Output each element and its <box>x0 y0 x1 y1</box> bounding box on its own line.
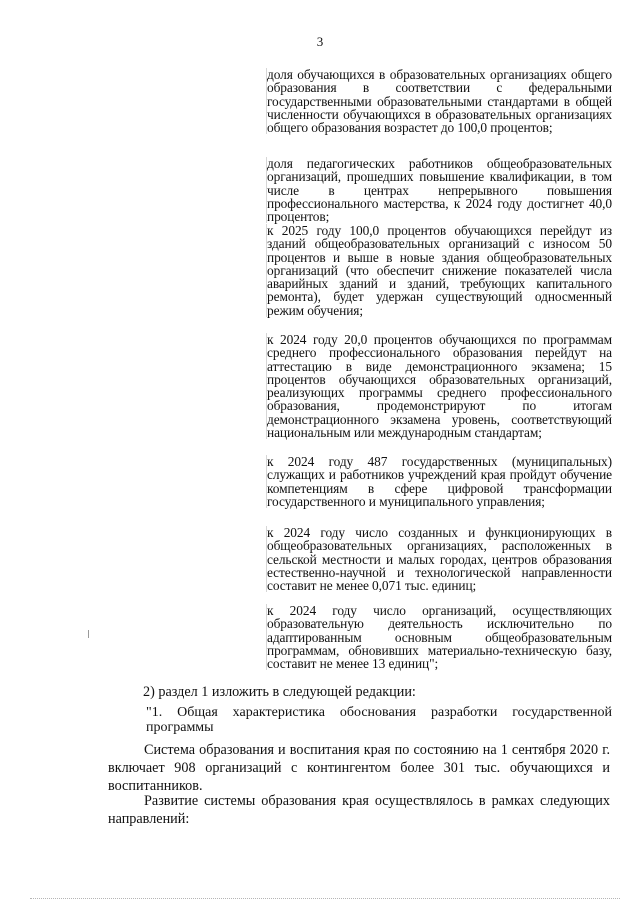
indicator-item-7 <box>266 604 612 670</box>
indicator-item-2 <box>266 157 612 223</box>
indicator-item-5 <box>266 455 612 508</box>
indicator-text: к 2024 году 487 государственных (муниципальных) служащих и работников учреждений края пройдут обучение компетенциям в сфере цифровой трансформации государственного и муниципального управления; <box>267 454 612 509</box>
indicator-text: к 2025 году 100,0 процентов обучающихся перейдут из зданий общеобразовательных организаций с износом 50 процентов и выше в новые здания общеобразовательных организаций (что обеспечит снижение показателей числа аварийных зданий и зданий, требующих капитального ремонта), будет удержан существующий односменный режим обучения; <box>267 223 612 318</box>
indicator-text: доля педагогических работников общеобразовательных организаций, прошедших повышение квалификации, в том числе в центрах непрерывного повышения профессионального мастерства, к 2024 году достигнет 40,0 процентов; <box>267 156 612 225</box>
indicator-text: к 2024 году число организаций, осуществляющих образовательную деятельность исключительно по адаптированным основным общеобразовательным программам, обновивших материально-техническую базу, составит не менее 13 единиц"; <box>267 603 612 672</box>
indicator-text: доля обучающихся в образовательных организациях общего образования в соответствии с федеральными государственными образовательными стандартами в общей численности обучающихся в образовательных организациях общего образования возрастет до 100,0 процентов; <box>267 67 612 136</box>
section-subheading: "1. Общая характеристика обоснования разработки государственной программы <box>146 705 612 735</box>
indicator-item-4 <box>266 333 612 439</box>
indicator-item-6 <box>266 526 612 592</box>
indicator-text: к 2024 году число созданных и функционирующих в общеобразовательных организациях, расположенных в сельской местности и малых городах, центров образования естественно-научной и технологической направленности составит не менее 0,071 тыс. единиц; <box>267 525 612 594</box>
section-line: 2) раздел 1 изложить в следующей редакции: <box>143 684 416 700</box>
indicator-item-1 <box>266 68 612 134</box>
body-paragraph-1: Система образования и воспитания края по состоянию на 1 сентября 2020 г. включает 908 организаций с контингентом более 301 тыс. обучающихся и воспитанников. <box>108 742 610 794</box>
indicator-item-3 <box>266 224 612 317</box>
body-paragraph-2: Развитие системы образования края осуществлялось в рамках следующих направлений: <box>108 793 610 827</box>
page-number: 3 <box>316 34 324 49</box>
indicator-text: к 2024 году 20,0 процентов обучающихся по программам среднего профессионального образования перейдут на аттестацию в виде демонстрационного экзамена; 15 процентов обучающихся образовательных организаций, реализующих программы среднего профессионального образования, продемонстрируют по итогам демонстрационного экзамена уровень, соответствующий национальным или международным стандартам; <box>267 332 612 441</box>
scan-artifact-mark <box>88 630 89 638</box>
scan-artifact-line <box>30 898 620 899</box>
